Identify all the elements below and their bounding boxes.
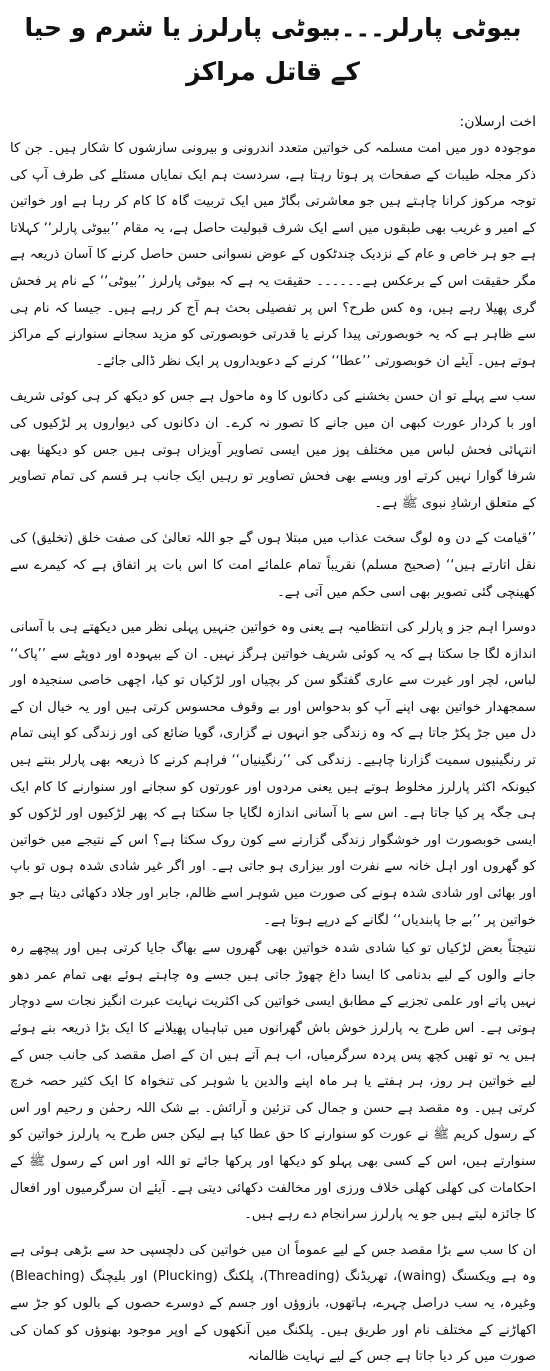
article-paragraph: ان کا سب سے بڑا مقصد جس کے لیے عموماً ان میں خواتین کی دلچسپی حد سے بڑھی ہوئی ہے وہ ہے ویکسنگ (waing)، تھریڈنگ (Threading)، پلکنگ (Plucking) اور بلیچنگ (Bleaching) وغیرہ، یہ سب دراصل چہرے، ہاتھوں، بازوؤں اور جسم کے دوسرے حصوں کے بالوں کو جڑ سے اکھاڑنے کے مختلف نام اور طریق ہیں۔ پلکنگ میں آنکھوں کے اوپر موجود بھنوؤں کو کمان کی صورت میں کر دیا جاتا ہے جس کے لیے نہایت ظالمانہ	[10, 1242, 536, 1365]
article-paragraph: موجودہ دور میں امت مسلمہ کی خواتین متعدد اندرونی و بیرونی سازشوں کا شکار ہیں۔ جن کا ذکر مجلہ طیبات کے صفحات پر ہوتا رہتا ہے، سردست ہم ایک نمایاں مسئلے کی طرف آپ کی توجہ مرکوز کرانا چاہتے ہیں جو معاشرتی بگاڑ میں ایک تربیت گاہ کا کام کر رہا ہے اور خواتین کے امیر و غریب بھی طبقوں میں اسے ایک شرف قبولیت حاصل ہے، یہ مقام ’’بیوٹی پارلر‘‘ کہلاتا ہے جو ہر خاص و عام کے نزدیک چندٹکوں کے عوض نسوانی حسن حاصل کرنے کا آسان ذریعہ ہے مگر حقیقت اس کے برعکس ہے۔۔۔۔۔۔ حقیقت یہ ہے کہ بیوٹی پارلرز ’’بیوٹی‘‘ کے نام پر فحش گری پھیلا رہے ہیں، وہ کس طرح؟ اس پر تفصیلی بحث ہم آج کر رہے ہیں۔ جیسا کہ نام ہی سے ظاہر ہے کہ یہ خوبصورتی پیدا کرنے یا قدرتی خوبصورتی کو مزید سجانے سنوارنے کے مراکز ہوتے ہیں۔ آیئے ان خوبصورتی ’’عطا‘‘ کرنے کے دعویداروں پر ایک نظر ڈالی جائے۔	[10, 141, 536, 369]
article-headline: بیوٹی پارلر۔۔۔بیوٹی پارلرز یا شرم و حیا کے قاتل مراکز	[24, 13, 522, 86]
article-byline: اخت ارسلان:	[459, 114, 536, 130]
article-paragraph: سب سے پہلے تو ان حسن بخشنے کی دکانوں کا وہ ماحول ہے جس کو دیکھ کر ہی کوئی شریف اور با کردار عورت کبھی ان میں جانے کا تصور نہ کرے۔ ان دکانوں کی دیواروں پر لڑکیوں کی انتہائی فحش لباس میں مختلف پوز میں ایسی تصاویر آویزاں ہوتی ہیں جس کو دیکھنا بھی شرفا گوارا نہیں کرتے اور ویسے بھی فحش تصاویر تو رہیں ایک جانب ہر قسم کی تمام تصاویر کے متعلق ارشادِ نبوی ﷺ ہے۔	[10, 389, 536, 511]
article-paragraph: دوسرا اہم جز و پارلر کی انتظامیہ ہے یعنی وہ خواتین جنہیں پہلی نظر میں دیکھتے ہی با آسانی اندازہ لگا جا سکتا ہے کہ یہ کوئی شریف خواتین ہرگز نہیں۔ ان کے بیہودہ اور دوپٹے سے ’’پاک‘‘ لباس، لچر اور غیرت سے عاری گفتگو سن کر بچیاں اور لڑکیاں تو کیا، اچھی خاصی سنجیدہ اور سمجھدار خواتین بھی اپنے آپ کو بدحواس اور بے وقوف محسوس کرتی ہیں اور یہ خیال ان کے دل میں جڑ پکڑ جاتا ہے کہ وہ زندگی جو انہوں نے گزاری، گویا ضائع کی اور زندگی کو اپنی تمام تر رنگینیوں سمیت گزارنا چاہیے۔ زندگی کی ’’رنگینیاں‘‘ فراہم کرنے کا ذریعہ بھی پارلر بنتے ہیں کیونکہ اکثر پارلرز مخلوط ہوتے ہیں یعنی مردوں اور عورتوں کو سجانے اور سنوارنے کا کام ایک ہی جگہ پر کیا جاتا ہے۔ اس سے با آسانی اندازہ لگایا جا سکتا ہے کہ پھر لڑکیوں اور لڑکوں کو ایسی خوبصورت اور خوشگوار زندگی گزارنے سے کون روک سکتا ہے؟ اس کے نتیجے میں خواتین کو گھروں اور اہل خانہ سے نفرت اور بیزاری ہو جاتی ہے۔ اور اگر غیر شادی شدہ ہوں تو باپ اور بھائی اور شادی شدہ ہونے کی صورت میں شوہر اسے ظالم، جابر اور جلاد دکھائی دیتا ہے جو خواتین پر ’’بے جا پابندیاں‘‘ لگانے کے درپے ہوتا ہے۔	[10, 620, 536, 928]
article-paragraph: نتیجتاً بعض لڑکیاں تو کیا شادی شدہ خواتین بھی گھروں سے بھاگ جایا کرتی ہیں اور پیچھے رہ جانے والوں کے لیے بدنامی کا ایسا داغ چھوڑ جاتی ہیں جسے وہ چاہتے ہوئے بھی تمام عمر دھو نہیں پاتے اور علمی تجزیے کے مطابق ایسی خواتین کی اکثریت نہایت عبرت انگیز نجات سے دوچار ہوتی ہے۔ اس طرح یہ پارلرز خوش باش گھرانوں میں تباہیاں پھیلانے کا ایک بڑا ذریعہ بنے ہوئے ہیں یہ تو تھیں کچھ پس پردہ سرگرمیاں، اب ہم آتے ہیں ان کے اصل مقصد کی جانب جس کے لیے خواتین ہر روز، ہر ہفتے یا ہر ماہ اپنے والدین یا شوہر کی تنخواہ کا ایک کثیر حصہ خرچ کرتی ہیں۔ وہ مقصد ہے حسن و جمال کی تزئین و آرائش۔ بے شک اللہ رحمٰن و رحیم اور اس کے رسول کریم ﷺ نے عورت کو سنوارنے کا حق عطا کیا ہے لیکن جس طرح یہ پارلرز خواتین کو سنوارتے ہیں، اس کے کسی بھی پہلو کو دیکھا اور پرکھا جائے تو اللہ اور اس کے رسول ﷺ کے احکامات کی کھلی کھلی خلاف ورزی اور مخالفت دکھائی دیتی ہے۔ آیئے ان سرگرمیوں اور افعال کا جائزہ لیتے ہیں جو یہ پارلرز سرانجام دے رہے ہیں۔	[10, 941, 536, 1223]
article-paragraph: ’’قیامت کے دن وہ لوگ سخت عذاب میں مبتلا ہوں گے جو اللہ تعالیٰ کی صفت خلق (تخلیق) کی نقل اتارتے ہیں‘‘ (صحیح مسلم) نقریباً تمام علمائے امت کا اس بات پر اتفاق ہے کہ کیمرے سے کھینچی گئی تصویر بھی اسی حکم میں آتی ہے۔	[10, 531, 536, 600]
article-body	[10, 136, 536, 1371]
